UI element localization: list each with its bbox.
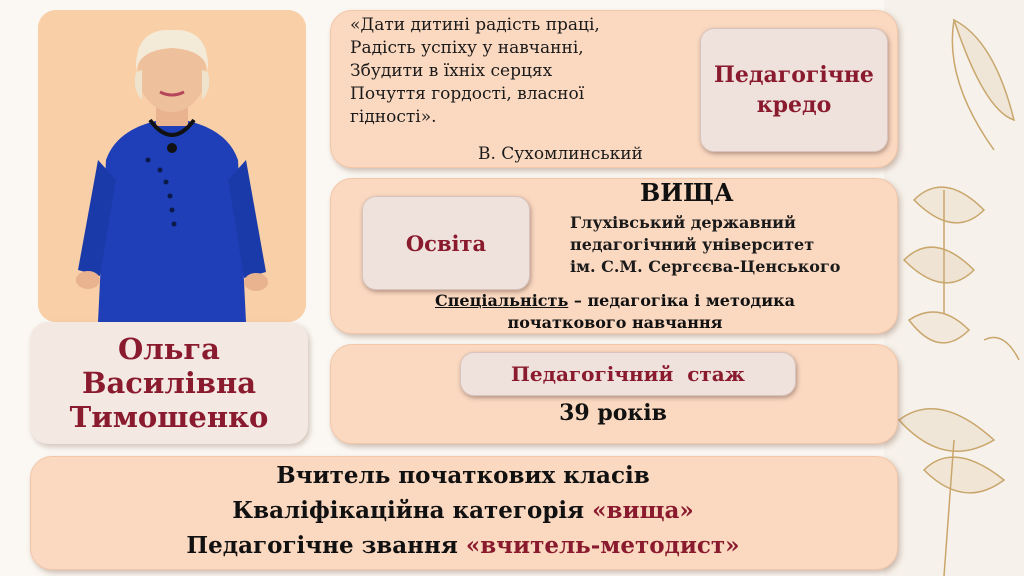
credo-label-chip <box>700 28 888 152</box>
quote-line: Радість успіху у навчанні, <box>350 38 584 58</box>
experience-value: 39 років <box>559 400 667 426</box>
education-label: Освіта <box>405 230 487 256</box>
credo-label-line: Педагогічне <box>714 62 874 88</box>
floral-decoration <box>884 0 1024 576</box>
quote-line: Почуття гордості, власної <box>350 84 585 104</box>
experience-label-chip <box>460 352 796 396</box>
experience-label: Педагогічний стаж <box>511 362 745 386</box>
teacher-photo <box>38 10 306 322</box>
education-level: ВИЩА <box>640 178 734 207</box>
quote-line: «Дати дитині радість праці, <box>350 15 600 35</box>
education-label-chip <box>362 196 530 290</box>
credo-label-line: кредо <box>756 92 832 118</box>
specialty-value-line2: початкового навчання <box>507 313 723 332</box>
university-name <box>570 212 840 278</box>
first-name: Ольга <box>118 332 220 366</box>
quote-line: гідності». <box>350 107 437 127</box>
portrait-illustration <box>38 10 306 322</box>
category-label: Кваліфікаційна категорія <box>232 497 593 524</box>
category-value: «вища» <box>592 497 694 524</box>
rank-value: «вчитель-методист» <box>465 532 740 559</box>
quote-author: В. Сухомлинський <box>478 144 643 164</box>
credo-quote <box>350 14 600 129</box>
university-line: педагогічний університет <box>570 235 815 254</box>
specialty-value: – педагогіка і методика <box>568 291 796 310</box>
specialty-label: Спеціальність <box>434 291 569 310</box>
university-line: Глухівський державний <box>570 213 796 232</box>
last-name: Тимошенко <box>69 400 269 434</box>
patronymic: Василівна <box>81 366 257 400</box>
specialty <box>340 290 890 334</box>
university-line: ім. С.М. Сергєєва-Ценського <box>570 257 841 276</box>
summary-text <box>30 458 896 563</box>
quote-line: Збудити в їхніх серцях <box>350 61 553 81</box>
teacher-name-panel <box>30 322 308 444</box>
rank-label: Педагогічне звання <box>186 532 466 559</box>
position: Вчитель початкових класів <box>276 462 650 489</box>
